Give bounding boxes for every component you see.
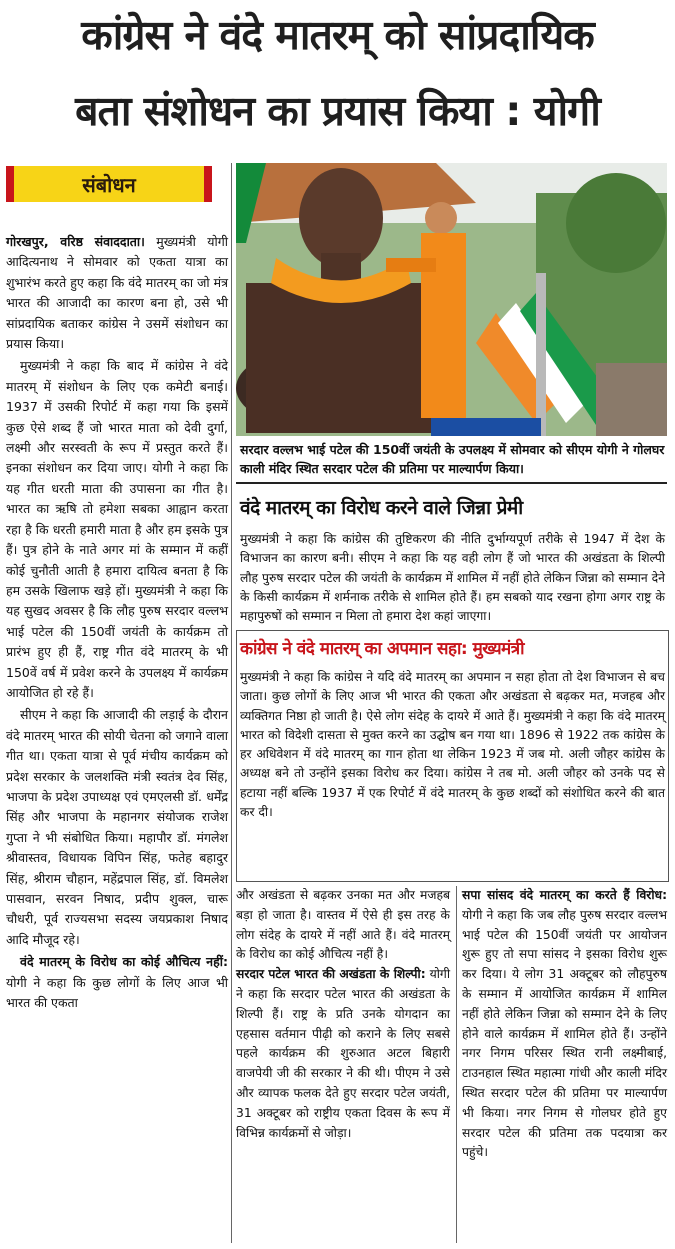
column-divider — [231, 163, 232, 1243]
col3-para-1-lead: सपा सांसद वंदे मातरम् का करते हैं विरोध: — [462, 888, 667, 902]
subheading-jinnah: वंदे मातरम् का विरोध करने वाले जिन्ना प्रेमी — [240, 497, 523, 519]
col2-para-2-lead: सरदार पटेल भारत की अखंडता के शिल्पी: — [236, 967, 426, 982]
col1-para-3: सीएम ने कहा कि आजादी की लड़ाई के दौरान वंदे मातरम् भारत की सोयी चेतना को जगाने वाला गीत था। एकता यात्रा से पूर्व मंचीय कार्यक्रम को प्रदेश सरकार के जलशक्ति मंत्री स्वतंत्र देव सिंह, भाजपा के प्रदेश उपाध्यक्ष एवं एमएलसी डॉ. धर्मेंद्र सिंह और भाजपा के महानगर संयोजक राजेश गुप्ता ने भी संबोधित किया। महापौर डॉ. मंगलेश श्रीवास्तव, विधायक विपिन सिंह, फतेह बहादुर सिंह, श्रीराम चौहान, महेंद्रपाल सिंह, डॉ. विमलेश पासवान, सरवन निषाद, प्रदीप शुक्ल, चारू चौधरी, पूर्व राज्यसभा सदस्य जयप्रकाश निषाद आदि मौजूद रहे। — [6, 707, 228, 947]
col1-para-4-lead: वंदे मातरम् के विरोध का कोई औचित्य नहीं: — [20, 954, 228, 970]
col1-para-2: मुख्यमंत्री ने कहा कि बाद में कांग्रेस ने वंदे मातरम् में संशोधन के लिए एक कमेटी बनाई। 1937 में उसकी रिपोर्ट में कहा गया कि इसमें कुछ ऐसे शब्द हैं जो भारत माता को देवी दुर्गा, लक्ष्मी और सरस्वती के रूप में प्रस्तुत करते हैं। इनका संशोधन कर दिया जाए। योगी ने कहा कि यह गीत धरती माता की उपासना का गीत है। भारत का ऋषि तो हमेशा सबका आह्वान करता रहा है कि धरती हमारी माता है और हम इसके पुत्र हैं। पुत्र होने के नाते अगर मां के सम्मान में कहीं कोई चुनौती आती है हमारा दायित्व बनता है कि हम उसके खिलाफ खड़े हों। मुख्यमंत्री ने कहा कि यह सुखद अवसर है कि लौह पुरुष सरदार वल्लभ भाई पटेल की 150वीं जयंती के कार्यक्रम तो प्रारंभ हुए ही हैं, राष्ट्र गीत वंदे मातरम् के भी 150वें वर्ष में प्रवेश करने के उपलक्ष्य में कार्यक्रम आयोजित हो रहे हैं। — [6, 358, 228, 700]
subheading-congress: कांग्रेस ने वंदे मातरम् का अपमान सहा: मुख्यमंत्री — [240, 639, 525, 659]
headline-line-2: बता संशोधन का प्रयास किया : योगी — [75, 87, 600, 135]
headline-line-1: कांग्रेस ने वंदे मातरम् को सांप्रदायिक — [81, 11, 594, 59]
col1-para-1: मुख्यमंत्री योगी आदित्यनाथ ने सोमवार को एकता यात्रा का शुभारंभ करते हुए कहा कि वंदे मातरम् का जो मंत्र भारत की आजादी का कारण बना हो, उसे भी सांप्रदायिक बताकर कांग्रेस ने उसमें संशोधन का प्रयास किया। — [6, 234, 228, 352]
column-3 — [462, 886, 667, 1163]
column-divider-2 — [456, 886, 457, 1243]
caption-rule — [236, 482, 667, 484]
column-2 — [236, 886, 450, 1143]
dateline: गोरखपुर, वरिष्ठ संवाददाता। — [6, 234, 145, 249]
col2-para-2: योगी ने कहा कि सरदार पटेल भारत की अखंडता के शिल्पी हैं। राष्ट्र के प्रति उनके योगदान का एहसास वर्तमान पीढ़ी को कराने के लिए सबसे पहले कार्यक्रम की शुरुआत अटल बिहारी वाजपेयी जी की सरकार ने की थी। पीएम ने उसे और व्यापक फलक देते हुए सरदार पटेल जयंती, 31 अक्टूबर को राष्ट्रीय एकता दिवस के रूप में विभिन्न कार्यक्रमों से जोड़ा। — [236, 967, 450, 1140]
column-1 — [6, 232, 228, 1015]
col3-para-1: योगी ने कहा कि जब लौह पुरुष सरदार वल्लभ भाई पटेल की 150वीं जयंती पर आयोजन शुरू हुए तो सपा सांसद ने इसका विरोध शुरू कर दिया। ये लोग 31 अक्टूबर को लौहपुरुष के सम्मान में आयोजित कार्यक्रम में शामिल नहीं होते लेकिन जिन्ना को सम्मान देने के लिए होने वाले कार्यक्रम में शामिल होते हैं। उन्होंने नगर निगम परिसर स्थित रानी लक्ष्मीबाई, टाउनहाल स्थित महात्मा गांधी और काली मंदिर स्थित सरदार पटेल की प्रतिमा पर माल्यार्पण भी किया। नगर निगम से गोलघर होते हुए सरदार पटेल की प्रतिमा तक पदयात्रा कर पहुंचे। — [462, 907, 667, 1160]
news-photo — [236, 163, 667, 436]
section1-text: मुख्यमंत्री ने कहा कि कांग्रेस की तुष्टिकरण की नीति दुर्भाग्यपूर्ण तरीके से 1947 में देश के विभाजन का कारण बनी। सीएम ने कहा कि यह वही लोग हैं जो भारत की अखंडता के शिल्पी लौह पुरुष सरदार पटेल की जयंती के कार्यक्रम में शामिल में नहीं होते लेकिन जिन्ना को सम्मान देने के किसी कार्यक्रम में शर्मनाक तरीके से शामिल होते हैं। हम सबको याद रखना होगा अगर राष्ट्र के महापुरुषों को सम्मान न मिला तो हमारा देश कहां जाएगा। — [240, 532, 665, 624]
photo-illustration — [236, 163, 667, 436]
section-tag-label: संबोधन — [82, 172, 136, 197]
section2-text: मुख्यमंत्री ने कहा कि कांग्रेस ने यदि वंदे मातरम् का अपमान न सहा होता तो देश विभाजन से बच जाता। कुछ लोगों के लिए आज भी भारत की एकता और अखंडता से बढ़कर मत, मजहब और व्यक्तिगत निष्ठा हो जाती है। ऐसे लोग संदेह के दायरे में आते हैं। मुख्यमंत्री ने कहा कि वंदे मातरम् भारत को विदेशी दासता से मुक्त करने का उद्घोष बन गया था। 1896 से 1922 तक कांग्रेस के हर अधिवेशन में वंदे मातरम् का गान होता था लेकिन 1923 में जब मो. अली जौहर कांग्रेस के अध्यक्ष बने तो उन्होंने इसका विरोध कर दिया। कांग्रेस ने तब मो. अली जौहर को उनके पद से हटाया नहीं बल्कि 1937 में एक रिपोर्ट में वंदे मातरम् के कुछ शब्दों को संशोधित करने की बात कर दी। — [240, 670, 665, 820]
section-tag — [6, 166, 212, 202]
col2-para-1: और अखंडता से बढ़कर उनका मत और मजहब बड़ा हो जाता है। वास्तव में ऐसे ही इस तरह के लोग संदेह के दायरे में नहीं आते हैं। वंदे मातरम् के विरोध का कोई औचित्य नहीं है। — [236, 888, 450, 962]
photo-caption: सरदार वल्लभ भाई पटेल की 150वीं जयंती के उपलक्ष्य में सोमवार को सीएम योगी ने गोलघर काली मंदिर स्थित सरदार पटेल की प्रतिमा पर माल्यार्पण किया। — [240, 442, 665, 476]
col1-para-4: योगी ने कहा कि कुछ लोगों के लिए आज भी भारत की एकता — [6, 974, 228, 1011]
